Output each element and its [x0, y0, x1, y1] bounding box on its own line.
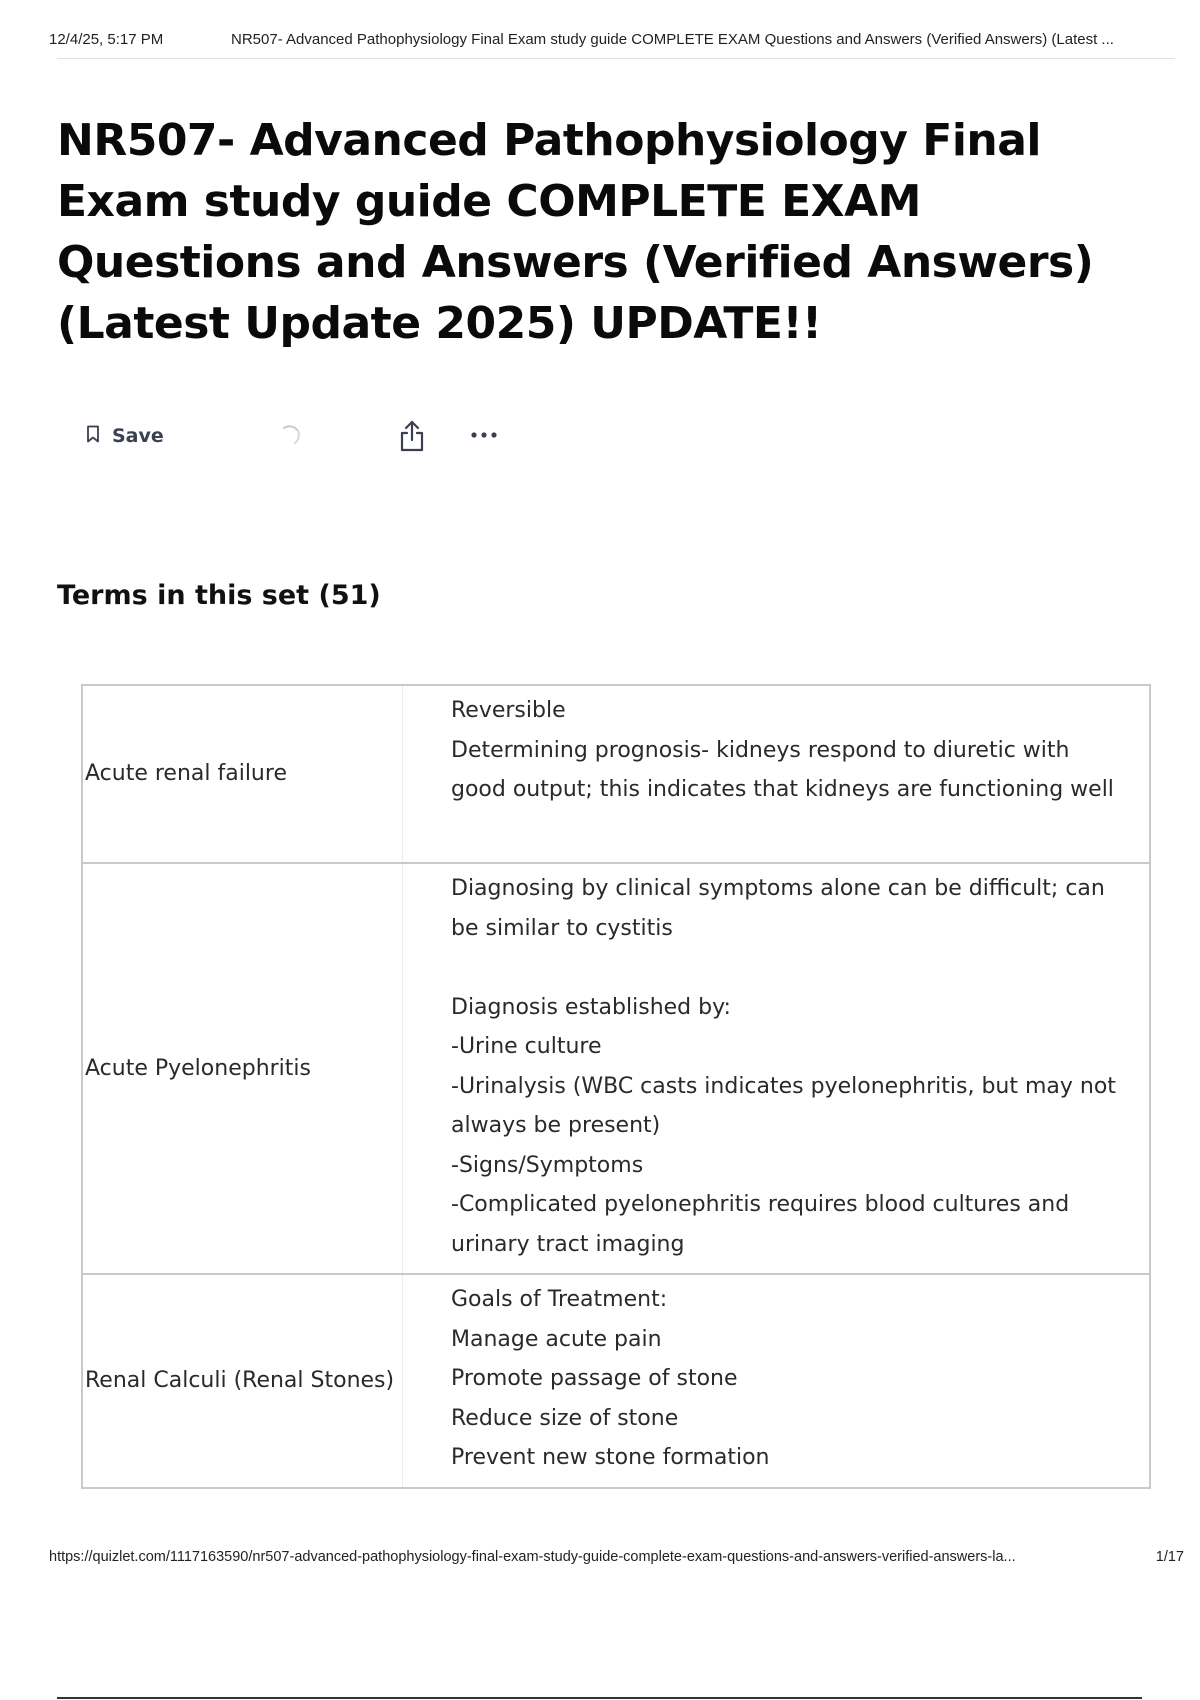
terms-table — [81, 684, 1151, 1489]
term-row — [83, 862, 1149, 1273]
term-text: Acute Pyelonephritis — [83, 864, 403, 1273]
terms-set-heading: Terms in this set (51) — [57, 580, 381, 611]
more-options-icon — [466, 435, 502, 452]
loading-spinner-icon — [278, 422, 304, 448]
bookmark-icon — [86, 425, 100, 448]
definition-text: Goals of Treatment: Manage acute pain Promote passage of stone Reduce size of stone Prevent new stone formation — [451, 1287, 770, 1470]
page-indicator: 1/17 — [1155, 1549, 1184, 1565]
print-datetime: 12/4/25, 5:17 PM — [49, 31, 164, 48]
more-options-button[interactable] — [466, 422, 502, 448]
print-header — [49, 28, 1179, 52]
term-row — [83, 1273, 1149, 1487]
term-text: Renal Calculi (Renal Stones) — [83, 1275, 403, 1487]
definition-text: Reversible Determining prognosis- kidneys respond to diuretic with good output; this indicates that kidneys are functioning well — [451, 698, 1114, 802]
print-url: https://quizlet.com/1117163590/nr507-advanced-pathophysiology-final-exam-study-guide-complete-exam-questions-and-answers-verified-answers-la... — [49, 1549, 1016, 1565]
header-divider — [57, 58, 1175, 59]
page-title: NR507- Advanced Pathophysiology Final Exam study guide COMPLETE EXAM Questions and Answers (Verified Answers) (Latest Update 2025) UPDATE!! — [57, 115, 1094, 349]
term-row — [83, 686, 1149, 862]
share-icon — [396, 440, 428, 457]
print-document-title: NR507- Advanced Pathophysiology Final Exam study guide COMPLETE EXAM Questions and Answers (Verified Answers) (Latest ... — [231, 31, 1114, 48]
save-button-label: Save — [112, 425, 164, 447]
share-button[interactable] — [396, 419, 428, 453]
set-actions-toolbar — [86, 418, 526, 458]
save-button[interactable] — [86, 418, 164, 454]
definition-text: Diagnosing by clinical symptoms alone can be difficult; can be similar to cystitis Diagnosis established by: -Urine culture -Urinalysis (WBC casts indicates pyelonephritis, but may not always be present) -Signs/Symptoms -Complicated pyelonephritis requires blood cultures and urinary tract imaging — [451, 876, 1116, 1257]
page-bottom-divider — [57, 1697, 1142, 1699]
term-text: Acute renal failure — [83, 686, 403, 862]
